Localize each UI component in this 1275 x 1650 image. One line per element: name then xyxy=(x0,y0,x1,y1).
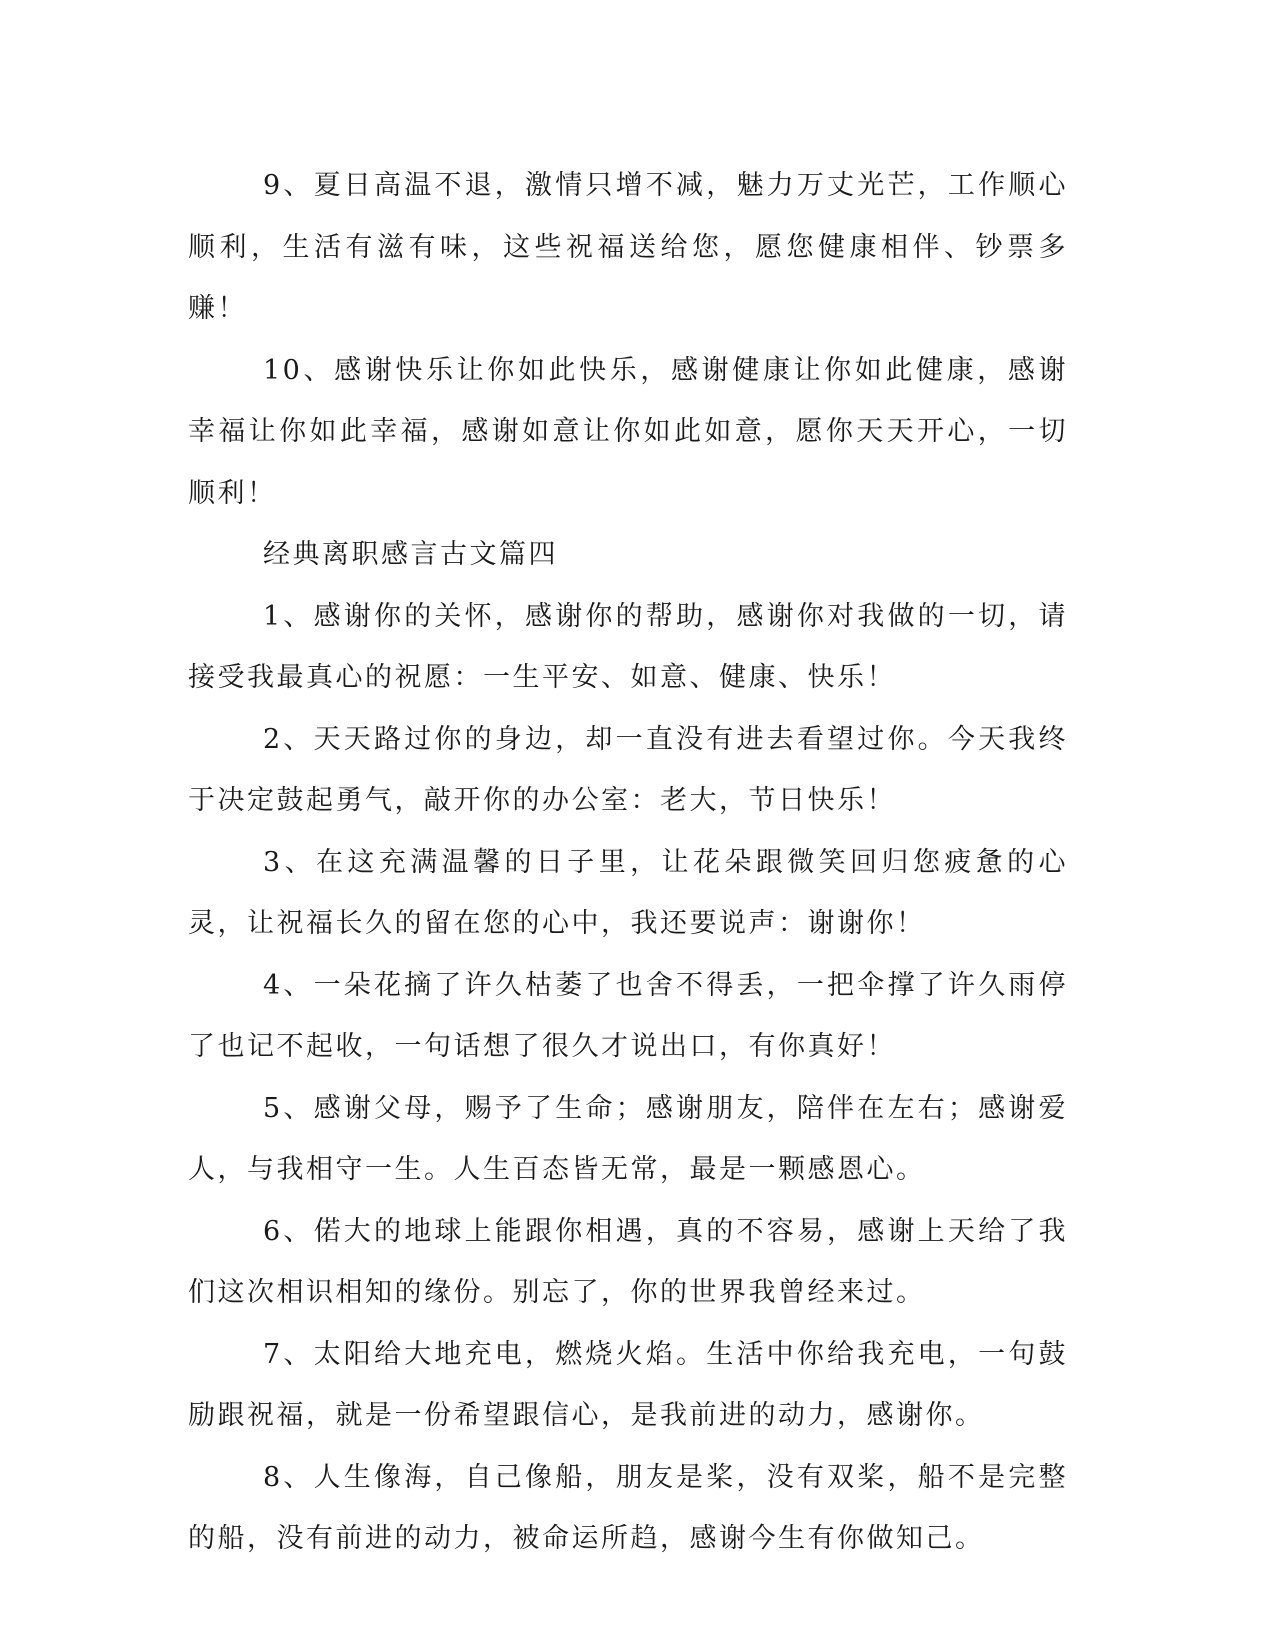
paragraph-item-3: 3、在这充满温馨的日子里，让花朵跟微笑回归您疲惫的心灵，让祝福长久的留在您的心中，我还要说声：谢谢你！ xyxy=(188,846,1068,939)
paragraph-item-6: 6、偌大的地球上能跟你相遇，真的不容易，感谢上天给了我们这次相识相知的缘份。别忘了，你的世界我曾经来过。 xyxy=(188,1215,1068,1308)
paragraph-item-7: 7、太阳给大地充电，燃烧火焰。生活中你给我充电，一句鼓励跟祝福，就是一份希望跟信心，是我前进的动力，感谢你。 xyxy=(188,1338,1068,1431)
paragraph-item-1: 1、感谢你的关怀，感谢你的帮助，感谢你对我做的一切，请接受我最真心的祝愿：一生平安、如意、健康、快乐！ xyxy=(188,600,1068,693)
paragraph-item-4: 4、一朵花摘了许久枯萎了也舍不得丢，一把伞撑了许久雨停了也记不起收，一句话想了很久才说出口，有你真好！ xyxy=(188,969,1068,1062)
paragraph-item-2: 2、天天路过你的身边，却一直没有进去看望过你。今天我终于决定鼓起勇气，敲开你的办公室：老大，节日快乐！ xyxy=(188,723,1068,816)
paragraph-item-5: 5、感谢父母，赐予了生命；感谢朋友，陪伴在左右；感谢爱人，与我相守一生。人生百态皆无常，最是一颗感恩心。 xyxy=(188,1092,1068,1185)
section-heading: 经典离职感言古文篇四 xyxy=(263,539,558,570)
paragraph-item-9: 9、夏日高温不退，激情只增不减，魅力万丈光芒，工作顺心顺利，生活有滋有味，这些祝福送给您，愿您健康相伴、钞票多赚！ xyxy=(188,170,1068,324)
paragraph-item-10: 10、感谢快乐让你如此快乐，感谢健康让你如此健康，感谢幸福让你如此幸福，感谢如意让你如此如意，愿你天天开心，一切顺利！ xyxy=(188,354,1068,509)
document-body xyxy=(188,155,1068,1570)
paragraph-item-8: 8、人生像海，自己像船，朋友是桨，没有双桨，船不是完整的船，没有前进的动力，被命运所趋，感谢今生有你做知己。 xyxy=(188,1461,1068,1554)
